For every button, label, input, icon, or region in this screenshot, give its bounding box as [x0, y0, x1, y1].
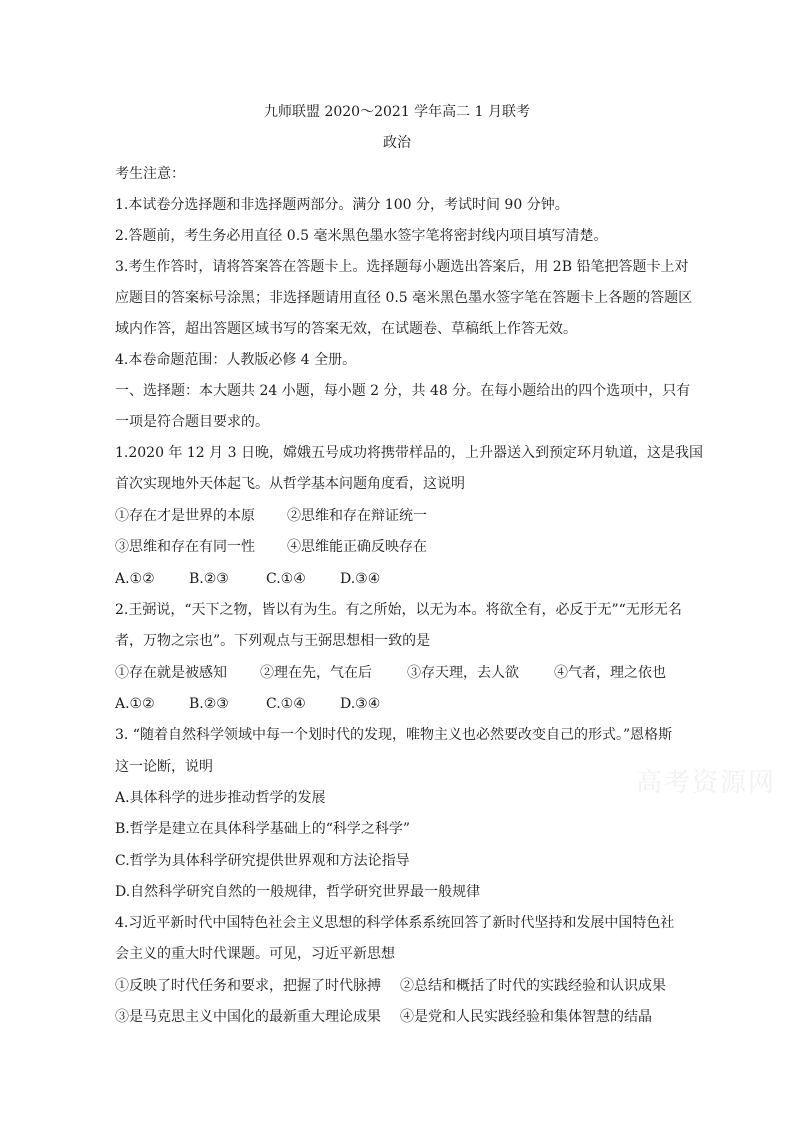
question-2-statements: [115, 663, 666, 683]
question-4-statements: [115, 976, 666, 996]
question-4-stem: 会主义的重大时代课题。可见，习近平新思想: [115, 946, 395, 962]
question-2-stem: 者，万物之宗也”。下列观点与王弼思想相一致的是: [115, 633, 431, 649]
notice-heading: 考生注意：: [115, 166, 185, 182]
section-heading: 一、选择题：本大题共 24 小题，每小题 2 分，共 48 分。在每小题给出的四个选项中，只有: [115, 383, 691, 399]
question-3-stem: 这一论断，说明: [115, 759, 213, 775]
question-3-choice-b: B.哲学是建立在具体科学基础上的“科学之科学”: [115, 821, 411, 837]
notice-item: 域内作答，超出答题区域书写的答案无效，在试题卷、草稿纸上作答无效。: [115, 321, 577, 337]
question-4-stem: 4.习近平新时代中国特色社会主义思想的科学体系系统回答了新时代坚持和发展中国特色社: [115, 915, 675, 931]
choice: B.②③: [189, 696, 229, 712]
notice-item: 应题目的答案标号涂黑；非选择题请用直径 0.5 毫米黑色墨水签字笔在答题卡上各题的答题区: [115, 290, 693, 306]
choice: D.③④: [340, 696, 381, 712]
question-1-choices: [115, 569, 380, 589]
watermark: 高考资源网: [636, 768, 777, 798]
question-3-choice-c: C.哲学为具体科学研究提供世界观和方法论指导: [115, 853, 410, 869]
choice: A.①②: [115, 571, 155, 587]
choice: D.③④: [340, 571, 381, 587]
statement: ④是党和人民实践经验和集体智慧的结晶: [400, 1009, 652, 1025]
question-2-stem: 2.王弼说，“天下之物，皆以有为生。有之所始，以无为本。将欲全有，必反于无”“无形无名: [115, 602, 682, 618]
statement: ④思维能正确反映存在: [287, 539, 427, 555]
question-1-stem: 1.2020 年 12 月 3 日晚，嫦娥五号成功将携带样品的，上升器送入到预定环月轨道，这是我国: [115, 445, 703, 461]
question-3-choice-d: D.自然科学研究自然的一般规律，哲学研究世界最一般规律: [115, 884, 481, 900]
choice: A.①②: [115, 696, 155, 712]
notice-item: 3.考生作答时，请将答案答在答题卡上。选择题每小题选出答案后，用 2B 铅笔把答题卡上对: [115, 259, 689, 275]
section-heading: 一项是符合题目要求的。: [115, 414, 269, 430]
exam-subject: 政治: [383, 135, 411, 151]
statement: ①存在就是被感知: [115, 665, 227, 681]
question-3-stem: 3. “随着自然科学领域中每一个划时代的发现，唯物主义也必然要改变自己的形式。”恩格斯: [115, 727, 673, 743]
notice-item: 2.答题前，考生务必用直径 0.5 毫米黑色墨水签字笔将密封线内项目填写清楚。: [115, 228, 608, 244]
question-1-stem: 首次实现地外天体起飞。从哲学基本问题角度看，这说明: [115, 476, 465, 492]
choice: B.②③: [189, 571, 229, 587]
statement: ①存在才是世界的本原: [115, 508, 255, 524]
question-1-statements: [115, 506, 427, 526]
statement: ③存天理，去人欲: [407, 665, 519, 681]
exam-title: 九师联盟 2020～2021 学年高二 1 月联考: [264, 104, 530, 120]
statement: ②理在先，气在后: [260, 665, 372, 681]
statement: ③是马克思主义中国化的最新重大理论成果: [115, 1009, 381, 1025]
statement: ②总结和概括了时代的实践经验和认识成果: [400, 978, 666, 994]
statement: ②思维和存在辩证统一: [287, 508, 427, 524]
question-3-choice-a: A.具体科学的进步推动哲学的发展: [115, 790, 326, 806]
statement: ①反映了时代任务和要求，把握了时代脉搏: [115, 978, 381, 994]
statement: ④气者，理之依也: [554, 665, 666, 681]
choice: C.①④: [266, 571, 306, 587]
question-2-choices: [115, 694, 380, 714]
notice-item: 1.本试卷分选择题和非选择题两部分。满分 100 分，考试时间 90 分钟。: [115, 197, 569, 213]
statement: ③思维和存在有同一性: [115, 539, 255, 555]
choice: C.①④: [266, 696, 306, 712]
question-4-statements: [115, 1007, 652, 1027]
question-1-statements: [115, 537, 427, 557]
notice-item: 4.本卷命题范围：人教版必修 4 全册。: [115, 352, 357, 368]
